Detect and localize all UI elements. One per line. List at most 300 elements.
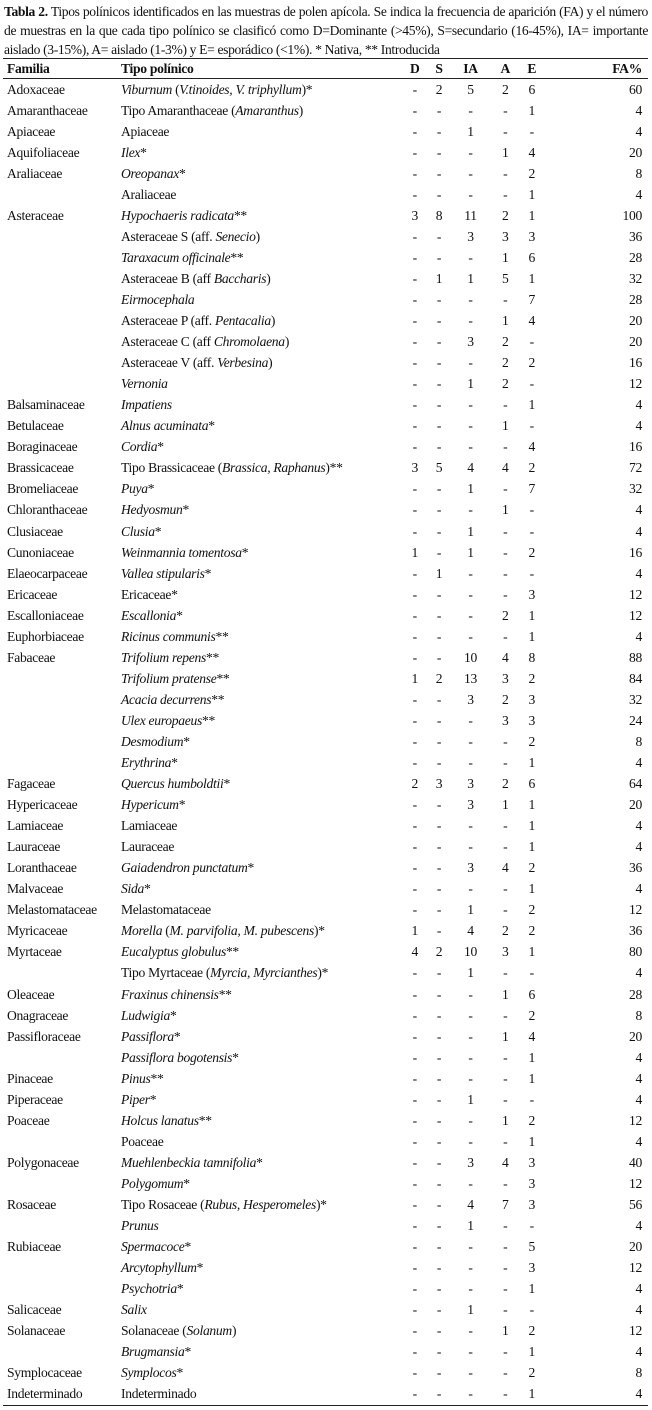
cell-fa: 4 xyxy=(635,1133,642,1149)
cell-a: 1 xyxy=(502,249,509,265)
tipo-text: ) xyxy=(268,355,273,371)
cell-s: - xyxy=(436,1323,442,1339)
cell-a: 1 xyxy=(502,1112,509,1128)
table-row xyxy=(3,1047,648,1068)
cell-familia: Brassicaceae xyxy=(7,460,74,476)
cell-tipo xyxy=(121,184,401,205)
cell-s: - xyxy=(436,1028,442,1044)
table-row xyxy=(3,79,648,101)
cell-fa: 4 xyxy=(635,839,642,855)
cell-ia: - xyxy=(468,418,473,434)
table-row xyxy=(3,626,648,647)
cell-tipo xyxy=(121,416,401,437)
cell-ia: - xyxy=(468,1344,473,1360)
cell-ia: - xyxy=(468,818,473,834)
tipo-text: * xyxy=(208,418,215,434)
cell-familia: Adoxaceae xyxy=(7,81,65,97)
tipo-italic-text: Symplocos xyxy=(121,1365,177,1381)
tipo-text: * xyxy=(183,1175,190,1191)
cell-tipo xyxy=(121,1173,401,1194)
tipo-text: * xyxy=(169,1007,177,1023)
cell-d: - xyxy=(412,1175,417,1191)
cell-familia: Oleaceae xyxy=(7,986,55,1002)
cell-a: 3 xyxy=(502,228,509,244)
table-row xyxy=(3,1110,648,1131)
cell-s: - xyxy=(436,1091,442,1107)
cell-tipo xyxy=(121,605,401,626)
tipo-text: ( xyxy=(171,81,180,97)
cell-familia: Lamiaceae xyxy=(7,818,64,834)
table-row xyxy=(3,268,648,289)
cell-a: - xyxy=(503,123,508,139)
cell-ia: 3 xyxy=(467,776,474,792)
cell-s: - xyxy=(436,1175,442,1191)
table-row xyxy=(3,921,648,942)
cell-e: 2 xyxy=(528,902,535,918)
cell-tipo xyxy=(121,542,401,563)
table-row xyxy=(3,437,648,458)
cell-d: - xyxy=(412,1239,417,1255)
tipo-italic-text: Rubus, Hesperomeles xyxy=(204,1197,316,1212)
cell-fa: 4 xyxy=(635,1070,642,1086)
tipo-italic-text: Ulex europaeus xyxy=(121,712,202,728)
cell-e: 8 xyxy=(528,649,535,665)
cell-familia xyxy=(3,963,121,984)
cell-familia: Passifloraceae xyxy=(7,1028,81,1044)
tipo-italic-text: Hypericum xyxy=(121,797,179,813)
table-row xyxy=(3,858,648,879)
cell-fa: 20 xyxy=(629,313,642,329)
tipo-italic-text: Gaiadendron punctatum xyxy=(121,860,248,876)
table-row xyxy=(3,816,648,837)
cell-ia: - xyxy=(468,144,473,160)
cell-s: - xyxy=(436,334,442,350)
cell-familia xyxy=(3,1258,121,1279)
cell-a: - xyxy=(503,965,508,981)
table-row xyxy=(3,900,648,921)
caption-text: Tipos polínicos identificados en las muestras de polen apícola. Se indica la frecuencia de aparición (FA) y el número de muestras en la que cada tipo polínico se clasificó como D=Dominante (>45%), S=secundario (16-45%), IA= importante aislado (3-15%), A= aislado (1-3%) y E= esporádico (<1%). * Nativa, ** Introducida xyxy=(4,4,649,57)
cell-familia: Apiaceae xyxy=(7,123,56,139)
cell-a: - xyxy=(503,818,508,834)
cell-e: 1 xyxy=(528,102,535,118)
cell-s: - xyxy=(436,1281,442,1297)
cell-d: - xyxy=(412,1218,417,1234)
cell-tipo xyxy=(121,311,401,332)
cell-d: - xyxy=(412,439,417,455)
cell-e: 2 xyxy=(528,1007,535,1023)
tipo-italic-text: Piper xyxy=(121,1091,150,1107)
tipo-text: ** xyxy=(211,691,225,707)
cell-d: - xyxy=(412,249,417,265)
cell-e: 2 xyxy=(528,165,535,181)
cell-e: 2 xyxy=(528,1112,535,1128)
cell-fa: 12 xyxy=(629,607,642,623)
cell-fa: 4 xyxy=(635,1281,642,1297)
cell-a: - xyxy=(503,1281,508,1297)
cell-tipo xyxy=(121,584,401,605)
tipo-text: Tipo Brassicaceae ( xyxy=(121,460,223,476)
cell-e: 3 xyxy=(528,1175,535,1191)
tipo-text: * xyxy=(176,607,183,623)
cell-s: - xyxy=(436,733,442,749)
cell-ia: - xyxy=(468,1323,473,1339)
cell-ia: - xyxy=(468,712,473,728)
cell-s: 2 xyxy=(435,670,443,686)
table-row xyxy=(3,100,648,121)
cell-familia xyxy=(3,226,121,247)
tipo-italic-text: Clusia xyxy=(121,523,155,539)
cell-a: 2 xyxy=(502,355,509,371)
cell-e: 6 xyxy=(528,81,535,97)
cell-fa: 4 xyxy=(635,397,642,413)
cell-d: - xyxy=(412,418,417,434)
tipo-text: * xyxy=(178,797,186,813)
cell-d: - xyxy=(412,144,417,160)
tipo-text: Indeterminado xyxy=(121,1386,197,1402)
tipo-text: * xyxy=(256,1154,263,1170)
cell-tipo xyxy=(121,921,401,942)
cell-familia xyxy=(3,289,121,310)
cell-s: - xyxy=(436,1133,442,1149)
cell-e: - xyxy=(529,1218,534,1234)
cell-familia: Aquifoliaceae xyxy=(7,144,80,160)
tipo-italic-text: Desmodium xyxy=(121,733,184,749)
cell-familia: Myricaceae xyxy=(7,923,68,939)
cell-e: 6 xyxy=(528,776,535,792)
cell-fa: 20 xyxy=(629,1239,642,1255)
cell-ia: 1 xyxy=(467,544,474,560)
tipo-text: Asteraceae B (aff xyxy=(121,270,214,286)
tipo-italic-text: Solanum xyxy=(186,1323,232,1339)
tipo-italic-text: Impatiens xyxy=(121,397,172,413)
table-row xyxy=(3,479,648,500)
table-row xyxy=(3,984,648,1005)
cell-ia: - xyxy=(468,565,473,581)
tipo-text: * xyxy=(184,1239,191,1255)
cell-e: 1 xyxy=(519,1384,544,1406)
cell-a: - xyxy=(503,902,508,918)
tipo-text: * xyxy=(173,1028,181,1044)
table-row xyxy=(3,1342,648,1363)
cell-tipo xyxy=(121,142,401,163)
cell-familia: Fabaceae xyxy=(7,649,56,665)
tipo-text: ) xyxy=(270,313,276,329)
cell-fa: 20 xyxy=(629,334,642,350)
cell-tipo xyxy=(121,900,401,921)
cell-a: 2 xyxy=(502,376,509,392)
cell-tipo xyxy=(121,1363,401,1384)
cell-tipo xyxy=(121,1321,401,1342)
cell-a: 3 xyxy=(502,712,509,728)
cell-s: - xyxy=(436,965,442,981)
tipo-text: Tipo Myrtaceae ( xyxy=(121,965,211,981)
table-row xyxy=(3,1258,648,1279)
tipo-italic-text: Ilex xyxy=(121,144,141,160)
cell-fa: 20 xyxy=(629,1028,642,1044)
cell-s: 5 xyxy=(435,460,443,476)
cell-fa: 32 xyxy=(629,270,642,286)
cell-fa: 36 xyxy=(629,228,642,244)
cell-fa: 4 xyxy=(635,1049,642,1065)
cell-d: - xyxy=(412,228,417,244)
cell-fa: 80 xyxy=(629,944,642,960)
cell-fa: 12 xyxy=(629,1260,642,1276)
cell-d: - xyxy=(412,270,417,286)
cell-e: 2 xyxy=(528,355,535,371)
tipo-text: ) xyxy=(298,102,303,118)
tipo-text: )* xyxy=(315,1197,327,1212)
table-row xyxy=(3,1237,648,1258)
cell-familia: Onagraceae xyxy=(7,1007,69,1023)
cell-e: 3 xyxy=(528,1154,535,1170)
cell-a: 2 xyxy=(502,607,509,623)
cell-ia: - xyxy=(468,397,473,413)
cell-tipo xyxy=(121,1384,401,1406)
cell-d: - xyxy=(412,839,417,855)
cell-fa: 16 xyxy=(629,544,642,560)
tipo-text: Apiaceae xyxy=(121,123,170,139)
cell-d: - xyxy=(412,397,417,413)
tipo-text: * xyxy=(182,502,189,518)
tipo-italic-text: Arcytophyllum xyxy=(121,1260,197,1276)
cell-familia: Lauraceae xyxy=(7,839,61,855)
cell-s: - xyxy=(436,502,442,518)
table-row xyxy=(3,353,648,374)
cell-e: 1 xyxy=(528,944,535,960)
cell-a: - xyxy=(503,1218,508,1234)
table-row xyxy=(3,563,648,584)
cell-fa: 4 xyxy=(635,965,642,981)
cell-fa: 4 xyxy=(635,1302,642,1318)
cell-tipo xyxy=(121,1047,401,1068)
cell-fa: 4 xyxy=(635,1344,642,1360)
tipo-italic-text: Holcus lanatus xyxy=(121,1112,199,1128)
cell-e: - xyxy=(529,1091,534,1107)
cell-ia: - xyxy=(468,502,473,518)
tipo-text: Solanaceae ( xyxy=(121,1323,187,1339)
cell-familia: Myrtaceae xyxy=(7,944,62,960)
cell-familia: Piperaceae xyxy=(7,1091,63,1107)
cell-s: - xyxy=(436,144,442,160)
cell-a: 3 xyxy=(502,670,509,686)
tipo-text: )* xyxy=(313,923,325,939)
table-row xyxy=(3,689,648,710)
cell-fa: 32 xyxy=(629,691,642,707)
table-row xyxy=(3,247,648,268)
tipo-italic-text: Puya xyxy=(121,481,148,497)
cell-ia: 3 xyxy=(467,334,474,350)
table-row xyxy=(3,774,648,795)
cell-ia: 3 xyxy=(467,228,474,244)
tipo-italic-text: Passiflora bogotensis xyxy=(121,1049,233,1065)
tipo-text: ) xyxy=(231,1323,237,1339)
cell-s: - xyxy=(436,1197,442,1212)
cell-e: - xyxy=(529,123,534,139)
cell-s: - xyxy=(436,1154,442,1170)
tipo-text: Melastomataceae xyxy=(121,902,211,918)
cell-a: - xyxy=(503,1049,508,1065)
cell-familia: Melastomataceae xyxy=(7,902,97,918)
tipo-italic-text: Senecio xyxy=(215,228,256,244)
cell-d: - xyxy=(412,1323,417,1339)
cell-tipo xyxy=(121,858,401,879)
cell-fa: 8 xyxy=(635,1365,642,1381)
cell-fa: 24 xyxy=(629,712,642,728)
cell-ia: 11 xyxy=(464,207,477,223)
cell-s: - xyxy=(436,628,442,644)
tipo-italic-text: Ludwigia xyxy=(121,1007,170,1023)
tipo-text: ) xyxy=(284,334,290,350)
cell-familia xyxy=(3,353,121,374)
table-row xyxy=(3,963,648,984)
cell-s: - xyxy=(436,313,442,329)
cell-a: - xyxy=(503,1239,508,1255)
tipo-italic-text: Vallea stipularis xyxy=(121,565,205,581)
cell-familia xyxy=(3,1047,121,1068)
header-e: E xyxy=(519,59,544,79)
cell-a: - xyxy=(503,1260,508,1276)
cell-a: - xyxy=(503,291,508,307)
cell-a: 1 xyxy=(502,418,509,434)
cell-d: - xyxy=(412,733,417,749)
cell-s: - xyxy=(436,481,442,497)
tipo-italic-text: Ricinus communis xyxy=(121,628,216,644)
cell-a: - xyxy=(503,755,508,771)
cell-tipo xyxy=(121,1300,401,1321)
cell-familia: Boraginaceae xyxy=(7,439,78,455)
cell-ia: 4 xyxy=(467,923,474,939)
cell-e: 2 xyxy=(528,544,535,560)
cell-tipo xyxy=(121,879,401,900)
cell-d: - xyxy=(412,628,417,644)
cell-d: - xyxy=(412,523,417,539)
cell-familia: Betulaceae xyxy=(7,418,64,434)
cell-tipo xyxy=(121,942,401,963)
cell-tipo xyxy=(121,816,401,837)
tipo-text: ** xyxy=(218,986,232,1002)
tipo-italic-text: Chromolaena xyxy=(213,334,285,350)
tipo-text: Araliaceae xyxy=(121,186,177,202)
cell-ia: - xyxy=(468,1260,473,1276)
table-row xyxy=(3,1026,648,1047)
cell-familia: Asteraceae xyxy=(7,207,64,223)
cell-familia: Araliaceae xyxy=(7,165,63,181)
cell-s: - xyxy=(436,523,442,539)
tipo-text: * xyxy=(247,860,254,876)
tipo-text: * xyxy=(149,1091,157,1107)
cell-d: - xyxy=(412,1154,417,1170)
cell-familia xyxy=(3,184,121,205)
tipo-italic-text: Vernonia xyxy=(121,376,168,392)
cell-a: 1 xyxy=(502,313,509,329)
table-row xyxy=(3,795,648,816)
cell-s: - xyxy=(436,376,442,392)
table-row xyxy=(3,584,648,605)
cell-a: 2 xyxy=(502,334,509,350)
cell-a: 3 xyxy=(502,944,509,960)
cell-ia: 1 xyxy=(467,1091,474,1107)
cell-ia: 10 xyxy=(464,649,478,665)
tipo-text: Tipo Amaranthaceae ( xyxy=(121,102,236,118)
tipo-italic-text: Pinus xyxy=(121,1070,151,1086)
cell-d: - xyxy=(412,649,417,665)
cell-fa: 84 xyxy=(629,670,642,686)
cell-familia xyxy=(3,247,121,268)
cell-s: - xyxy=(436,902,442,918)
cell-a: 2 xyxy=(502,207,509,223)
cell-d: - xyxy=(412,1112,417,1128)
cell-fa: 4 xyxy=(635,628,642,644)
tipo-italic-text: Hypochaeris radicata xyxy=(121,207,234,223)
cell-fa: 12 xyxy=(629,902,642,918)
cell-s: 2 xyxy=(435,944,443,960)
cell-a: 2 xyxy=(502,691,509,707)
cell-s: - xyxy=(436,249,442,265)
cell-fa: 4 xyxy=(635,523,642,539)
tipo-italic-text: Cordia xyxy=(121,439,158,455)
table-row xyxy=(3,668,648,689)
cell-s: - xyxy=(436,1239,442,1255)
cell-d: - xyxy=(412,81,417,97)
cell-ia: - xyxy=(468,249,473,265)
table-row xyxy=(3,731,648,752)
cell-tipo xyxy=(121,1026,401,1047)
table-header-row xyxy=(3,59,648,79)
cell-familia xyxy=(3,311,121,332)
header-ia: IA xyxy=(450,59,492,79)
cell-fa: 36 xyxy=(629,923,642,939)
cell-e: - xyxy=(529,376,534,392)
cell-d: - xyxy=(412,502,417,518)
cell-ia: - xyxy=(468,102,473,118)
cell-e: 6 xyxy=(528,249,535,265)
cell-tipo xyxy=(121,689,401,710)
tipo-text: Ericaceae* xyxy=(121,586,178,602)
table-row xyxy=(3,1363,648,1384)
cell-fa: 4 xyxy=(635,1091,642,1107)
tipo-text: * xyxy=(171,755,178,771)
cell-familia xyxy=(3,268,121,289)
cell-e: - xyxy=(529,565,534,581)
cell-a: 1 xyxy=(502,502,509,518)
cell-tipo xyxy=(121,268,401,289)
cell-s: - xyxy=(436,165,442,181)
cell-tipo xyxy=(121,79,401,101)
cell-familia xyxy=(3,1279,121,1300)
cell-e: - xyxy=(529,1302,534,1318)
cell-tipo xyxy=(121,1342,401,1363)
cell-familia: Fagaceae xyxy=(7,776,56,792)
cell-d: 1 xyxy=(411,923,419,939)
cell-fa: 12 xyxy=(629,586,642,602)
cell-familia: Chloranthaceae xyxy=(7,502,88,518)
cell-a: 4 xyxy=(502,460,509,476)
tipo-text: * xyxy=(241,544,249,560)
cell-s: 3 xyxy=(435,776,443,792)
cell-s: - xyxy=(436,123,442,139)
cell-e: 1 xyxy=(528,839,535,855)
cell-s: - xyxy=(436,818,442,834)
cell-tipo xyxy=(121,1110,401,1131)
cell-tipo xyxy=(121,458,401,479)
cell-e: 1 xyxy=(528,881,535,897)
tipo-italic-text: Trifolium pratense xyxy=(121,670,217,686)
cell-ia: 5 xyxy=(467,81,474,97)
table-row xyxy=(3,163,648,184)
cell-ia: - xyxy=(468,1070,473,1086)
cell-a: 1 xyxy=(502,1323,509,1339)
tipo-text: Asteraceae V (aff. xyxy=(121,355,218,371)
